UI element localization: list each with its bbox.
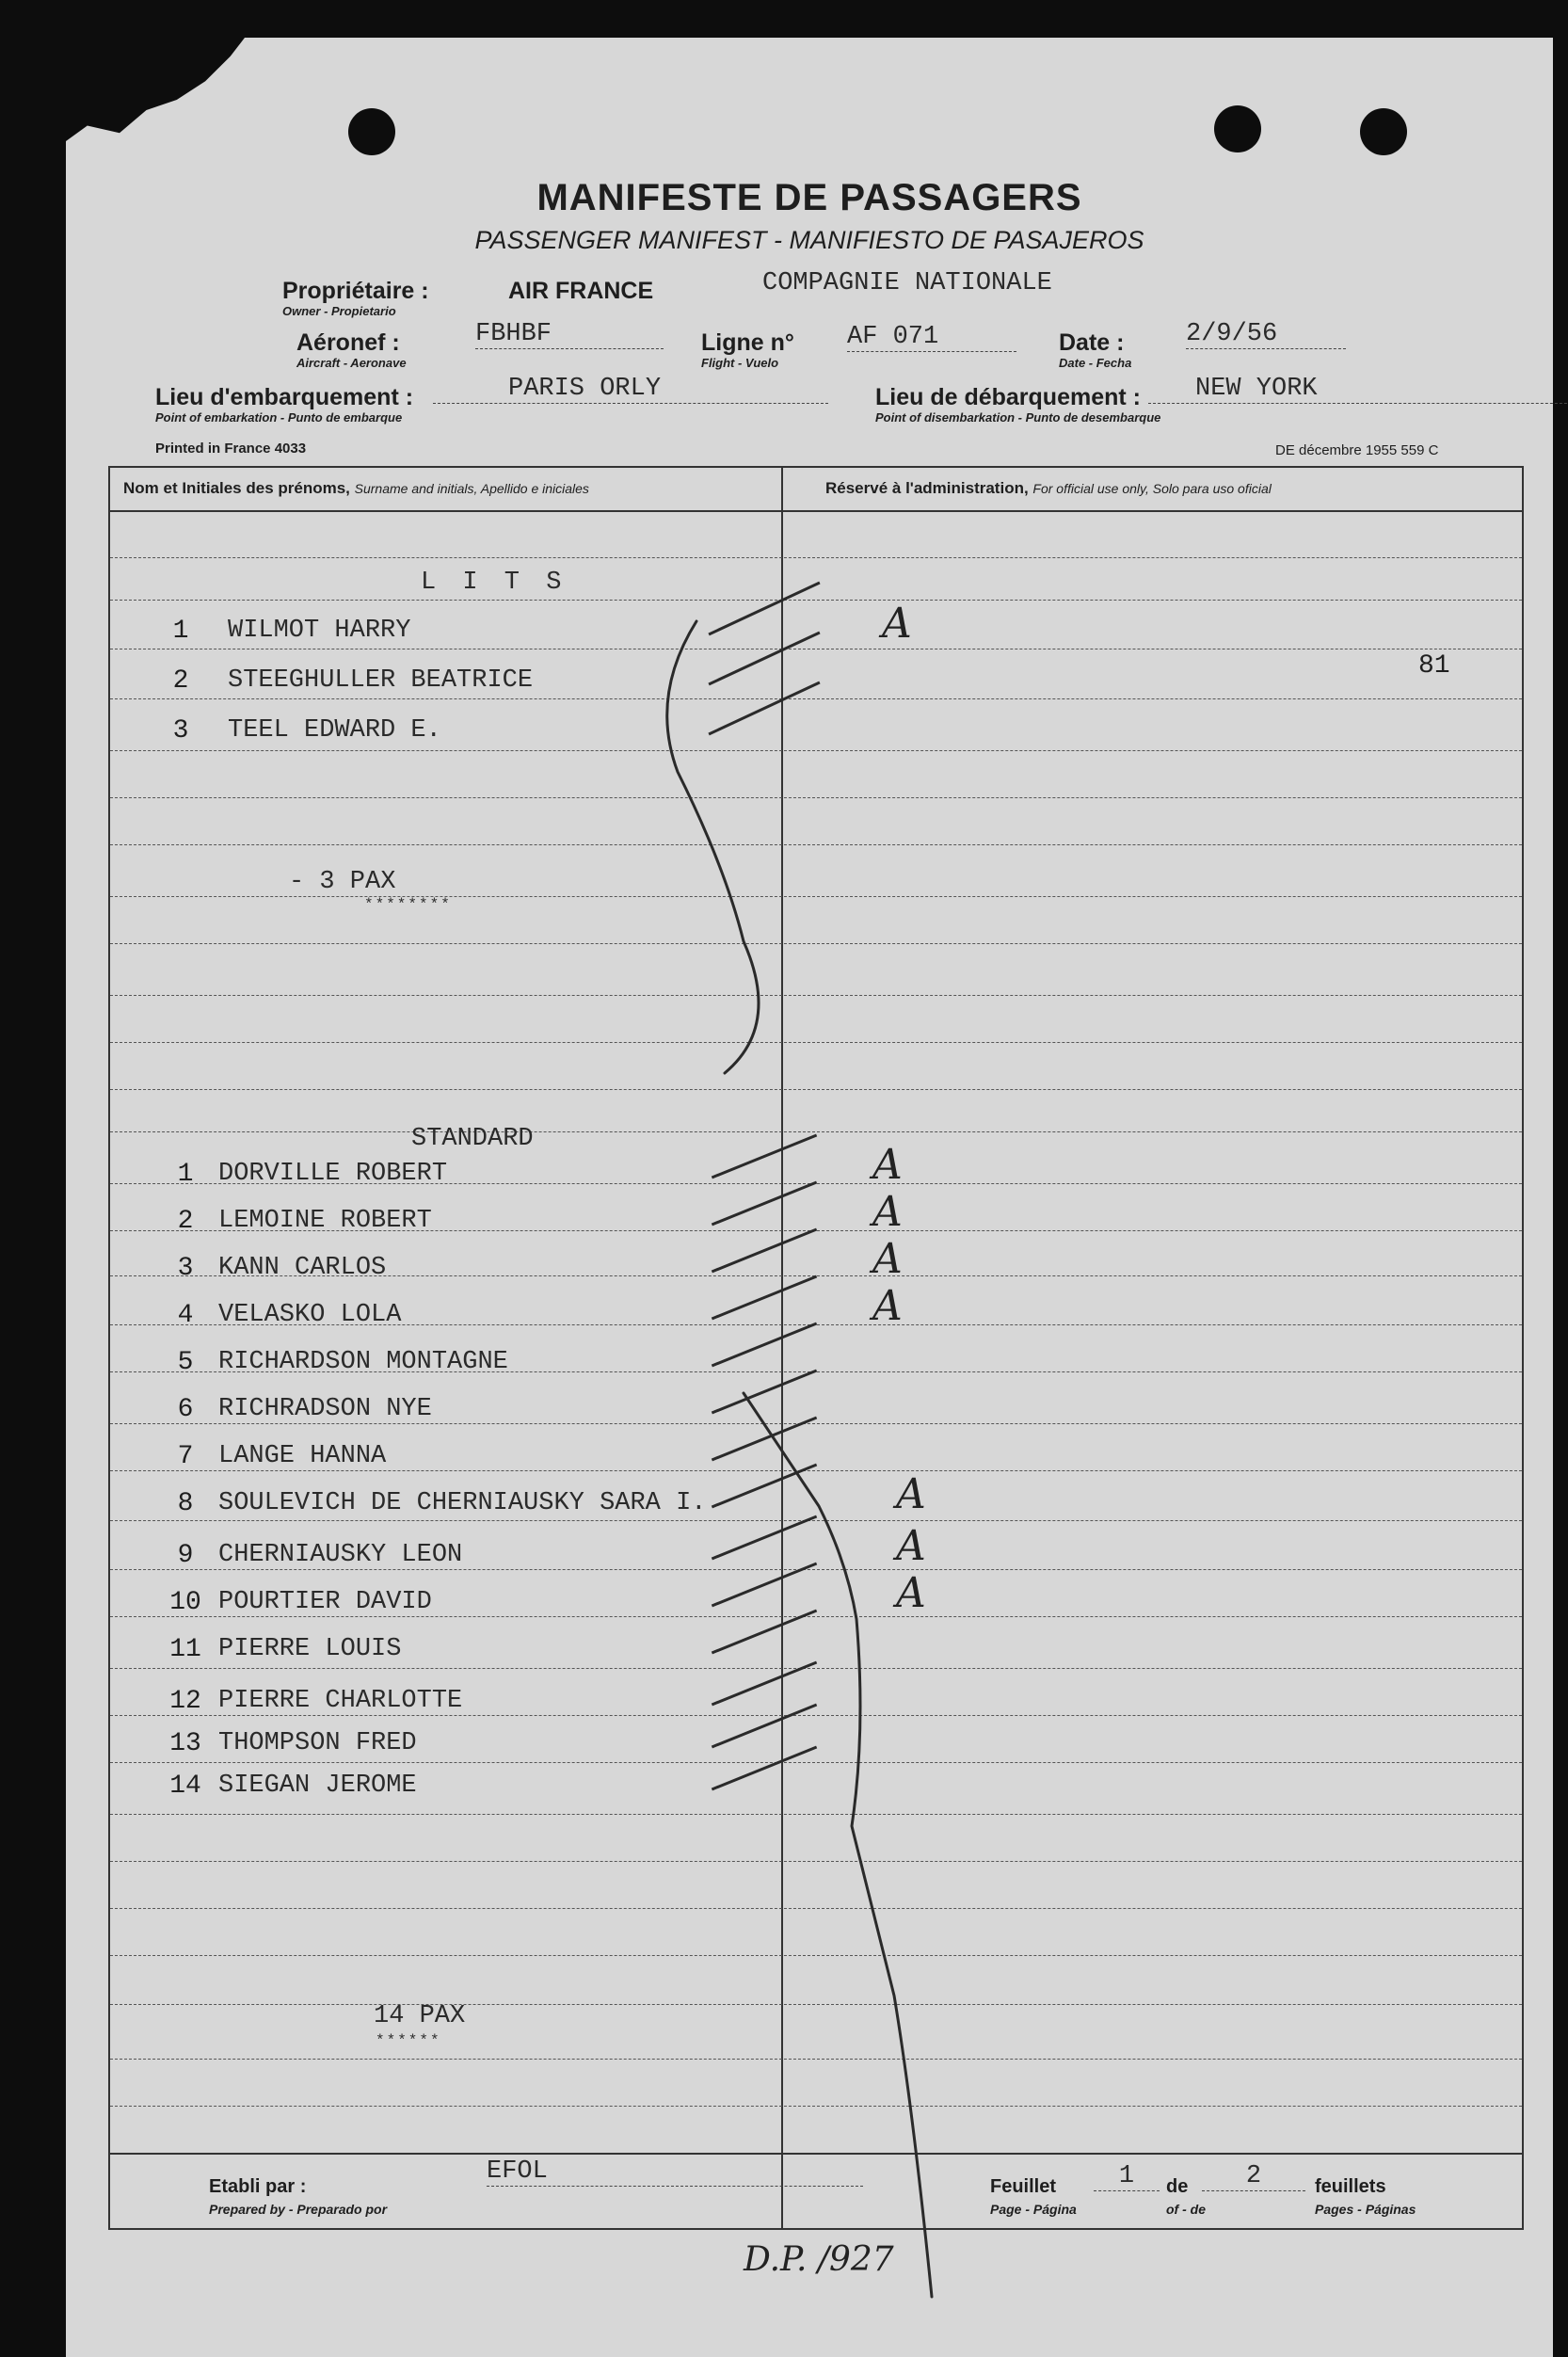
pen-strokes bbox=[66, 38, 1553, 2357]
prepared-label: Etabli par : bbox=[209, 2176, 307, 2197]
owner-sublabel: Owner - Propietario bbox=[282, 304, 396, 318]
disembark-sublabel: Point of disembarkation - Punto de desembarque bbox=[875, 410, 1161, 425]
admin-mark: A bbox=[896, 1522, 926, 1570]
passenger-number: 14 bbox=[169, 1772, 201, 1801]
admin-mark: A bbox=[872, 1141, 903, 1189]
admin-mark: A bbox=[872, 1188, 903, 1236]
date-label: Date : bbox=[1059, 329, 1125, 356]
passenger-number: 5 bbox=[177, 1348, 194, 1377]
embark-sublabel: Point of embarkation - Punto de embarque bbox=[155, 410, 403, 425]
passenger-name: KANN CARLOS bbox=[218, 1254, 387, 1282]
of-label: de bbox=[1166, 2176, 1189, 2197]
manifest-sheet bbox=[66, 38, 1553, 2357]
passenger-name: VELASKO LOLA bbox=[218, 1301, 402, 1329]
owner-label: Propriétaire : bbox=[282, 278, 429, 304]
prepared-value: EFOL bbox=[487, 2157, 863, 2187]
disembark-value: NEW YORK bbox=[1148, 375, 1568, 404]
lits-stars: ******** bbox=[364, 896, 452, 913]
prepared-sublabel: Prepared by - Preparado por bbox=[209, 2202, 388, 2217]
aircraft-value: FBHBF bbox=[475, 320, 664, 349]
company-value: COMPAGNIE NATIONALE bbox=[762, 269, 1052, 297]
flight-label: Ligne n° bbox=[701, 329, 794, 356]
embark-value: PARIS ORLY bbox=[433, 375, 828, 404]
passenger-number: 3 bbox=[172, 716, 189, 746]
admin-mark: A bbox=[896, 1569, 926, 1617]
of-sublabel: of - de bbox=[1166, 2202, 1206, 2217]
passenger-number: 11 bbox=[169, 1635, 201, 1664]
sheets-sublabel: Pages - Páginas bbox=[1315, 2202, 1416, 2217]
passenger-number: 12 bbox=[169, 1687, 201, 1716]
passenger-name: SOULEVICH DE CHERNIAUSKY SARA I. bbox=[218, 1489, 707, 1517]
handwritten-reference: D.P. /927 bbox=[744, 2240, 894, 2279]
passenger-name: THOMPSON FRED bbox=[218, 1729, 417, 1757]
passenger-name: LEMOINE ROBERT bbox=[218, 1207, 432, 1235]
print-code: DE décembre 1955 559 C bbox=[1275, 442, 1439, 458]
owner-value: AIR FRANCE bbox=[508, 278, 654, 304]
admin-column-header: Réservé à l'administration, For official use only, Solo para uso oficial bbox=[825, 479, 1272, 497]
date-sublabel: Date - Fecha bbox=[1059, 356, 1132, 370]
flight-value: AF 071 bbox=[847, 323, 1016, 352]
passenger-name: TEEL EDWARD E. bbox=[228, 716, 441, 745]
passenger-name: RICHRADSON NYE bbox=[218, 1395, 432, 1423]
disembark-label: Lieu de débarquement : bbox=[875, 384, 1141, 410]
passenger-number: 10 bbox=[169, 1588, 201, 1617]
passenger-number: 3 bbox=[177, 1254, 194, 1283]
passenger-name: POURTIER DAVID bbox=[218, 1588, 432, 1616]
passenger-name: RICHARDSON MONTAGNE bbox=[218, 1348, 508, 1376]
passenger-number: 8 bbox=[177, 1489, 194, 1518]
bracket-stroke bbox=[667, 621, 759, 1073]
names-column-header: Nom et Initiales des prénoms, Surname and initials, Apellido e iniciales bbox=[123, 479, 589, 497]
aircraft-label: Aéronef : bbox=[296, 329, 400, 356]
passenger-name: LANGE HANNA bbox=[218, 1442, 387, 1470]
admin-mark: A bbox=[872, 1235, 903, 1283]
embark-label: Lieu d'embarquement : bbox=[155, 384, 414, 410]
admin-mark: A bbox=[882, 600, 912, 648]
bracket-stroke bbox=[744, 1393, 932, 2297]
passenger-number: 7 bbox=[177, 1442, 194, 1471]
sheets-label: feuillets bbox=[1315, 2176, 1386, 2197]
passenger-number: 9 bbox=[177, 1541, 194, 1570]
sheet-value: 1 bbox=[1094, 2162, 1160, 2191]
passenger-name: SIEGAN JEROME bbox=[218, 1772, 417, 1800]
total-sheets-value: 2 bbox=[1202, 2162, 1305, 2191]
lits-total: - 3 PAX bbox=[289, 868, 396, 896]
standard-heading: STANDARD bbox=[411, 1125, 534, 1153]
admin-mark: A bbox=[872, 1282, 903, 1330]
aircraft-sublabel: Aircraft - Aeronave bbox=[296, 356, 407, 370]
passenger-number: 2 bbox=[172, 666, 189, 696]
standard-stars: ****** bbox=[376, 2032, 441, 2049]
passenger-number: 4 bbox=[177, 1301, 194, 1330]
passenger-number: 6 bbox=[177, 1395, 194, 1424]
passenger-name: PIERRE CHARLOTTE bbox=[218, 1687, 463, 1715]
admin-number: 81 bbox=[1418, 651, 1450, 681]
standard-total: 14 PAX bbox=[374, 2002, 466, 2030]
passenger-number: 13 bbox=[169, 1729, 201, 1758]
passenger-name: CHERNIAUSKY LEON bbox=[218, 1541, 463, 1569]
date-value: 2/9/56 bbox=[1186, 320, 1346, 349]
document-subtitle: PASSENGER MANIFEST - MANIFIESTO DE PASAJEROS bbox=[474, 226, 1144, 254]
passenger-name: STEEGHULLER BEATRICE bbox=[228, 666, 534, 695]
document-title: MANIFESTE DE PASSAGERS bbox=[536, 177, 1082, 218]
printed-note: Printed in France 4033 bbox=[155, 441, 307, 457]
lits-heading: L I T S bbox=[421, 569, 568, 597]
sheet-label: Feuillet bbox=[990, 2176, 1057, 2197]
sheet-sublabel: Page - Página bbox=[990, 2202, 1077, 2217]
passenger-number: 1 bbox=[172, 617, 189, 646]
passenger-name: WILMOT HARRY bbox=[228, 617, 411, 645]
flight-sublabel: Flight - Vuelo bbox=[701, 356, 779, 370]
passenger-number: 2 bbox=[177, 1207, 194, 1236]
passenger-number: 1 bbox=[177, 1160, 194, 1189]
passenger-name: PIERRE LOUIS bbox=[218, 1635, 402, 1663]
admin-mark: A bbox=[896, 1470, 926, 1518]
passenger-name: DORVILLE ROBERT bbox=[218, 1160, 448, 1188]
